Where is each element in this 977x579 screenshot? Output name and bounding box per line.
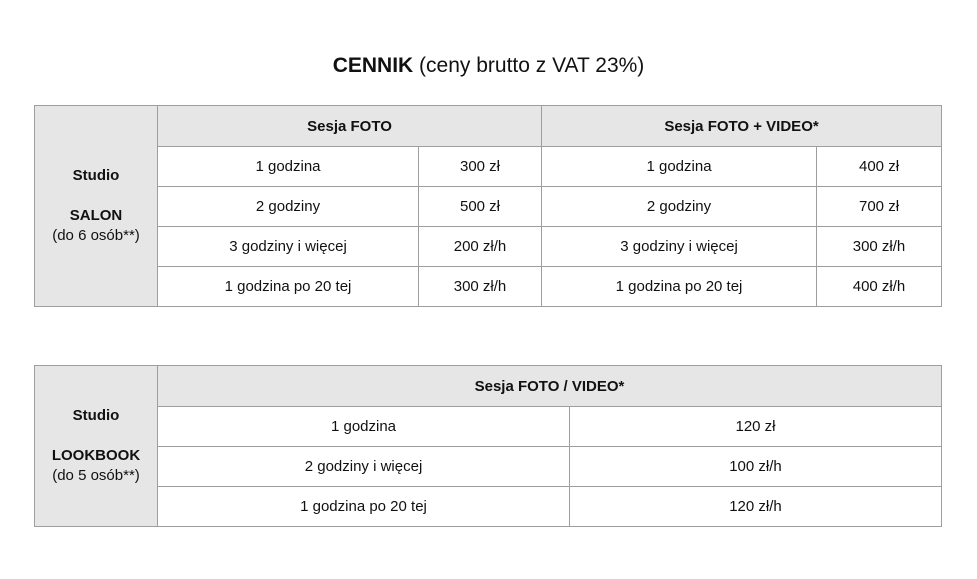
studio-capacity: (do 6 osób**) <box>52 227 140 244</box>
foto-duration-cell: 1 godzina <box>158 147 419 187</box>
video-price-cell: 400 zł <box>817 147 942 187</box>
header-sesja-foto: Sesja FOTO <box>158 106 542 147</box>
foto-price-cell: 300 zł <box>419 147 542 187</box>
studio-label: Studio <box>72 167 120 184</box>
table-row <box>35 147 942 187</box>
foto-price-cell: 500 zł <box>419 187 542 227</box>
video-price-cell: 300 zł/h <box>817 227 942 267</box>
video-price-cell: 700 zł <box>817 187 942 227</box>
price-cell: 120 zł <box>570 407 942 447</box>
studio-label: Studio <box>72 407 120 424</box>
duration-cell: 2 godziny i więcej <box>158 447 570 487</box>
table-row <box>35 487 942 527</box>
price-cell: 120 zł/h <box>570 487 942 527</box>
foto-price-cell: 300 zł/h <box>419 267 542 307</box>
table-header-row <box>35 106 942 147</box>
table-row <box>35 187 942 227</box>
title-cennik: CENNIK <box>332 54 414 77</box>
salon-price-table <box>34 105 942 307</box>
studio-lookbook-cell <box>35 366 158 527</box>
duration-cell: 1 godzina po 20 tej <box>158 487 570 527</box>
table-header-row <box>35 366 942 407</box>
studio-capacity: (do 5 osób**) <box>52 467 140 484</box>
table-row <box>35 407 942 447</box>
foto-duration-cell: 1 godzina po 20 tej <box>158 267 419 307</box>
video-price-cell: 400 zł/h <box>817 267 942 307</box>
title-vat-note: (ceny brutto z VAT 23%) <box>413 54 645 77</box>
studio-name-salon: SALON <box>69 207 123 224</box>
studio-name-lookbook: LOOKBOOK <box>51 447 141 464</box>
studio-salon-cell <box>35 106 158 307</box>
video-duration-cell: 2 godziny <box>542 187 817 227</box>
foto-duration-cell: 3 godziny i więcej <box>158 227 419 267</box>
price-cell: 100 zł/h <box>570 447 942 487</box>
duration-cell: 1 godzina <box>158 407 570 447</box>
header-sesja-foto-video: Sesja FOTO + VIDEO* <box>542 106 942 147</box>
video-duration-cell: 1 godzina po 20 tej <box>542 267 817 307</box>
table-row <box>35 267 942 307</box>
header-sesja-foto-video: Sesja FOTO / VIDEO* <box>158 366 942 407</box>
video-duration-cell: 1 godzina <box>542 147 817 187</box>
table-row <box>35 447 942 487</box>
lookbook-price-table <box>34 365 942 527</box>
foto-price-cell: 200 zł/h <box>419 227 542 267</box>
page-title <box>0 52 977 80</box>
foto-duration-cell: 2 godziny <box>158 187 419 227</box>
table-row <box>35 227 942 267</box>
video-duration-cell: 3 godziny i więcej <box>542 227 817 267</box>
